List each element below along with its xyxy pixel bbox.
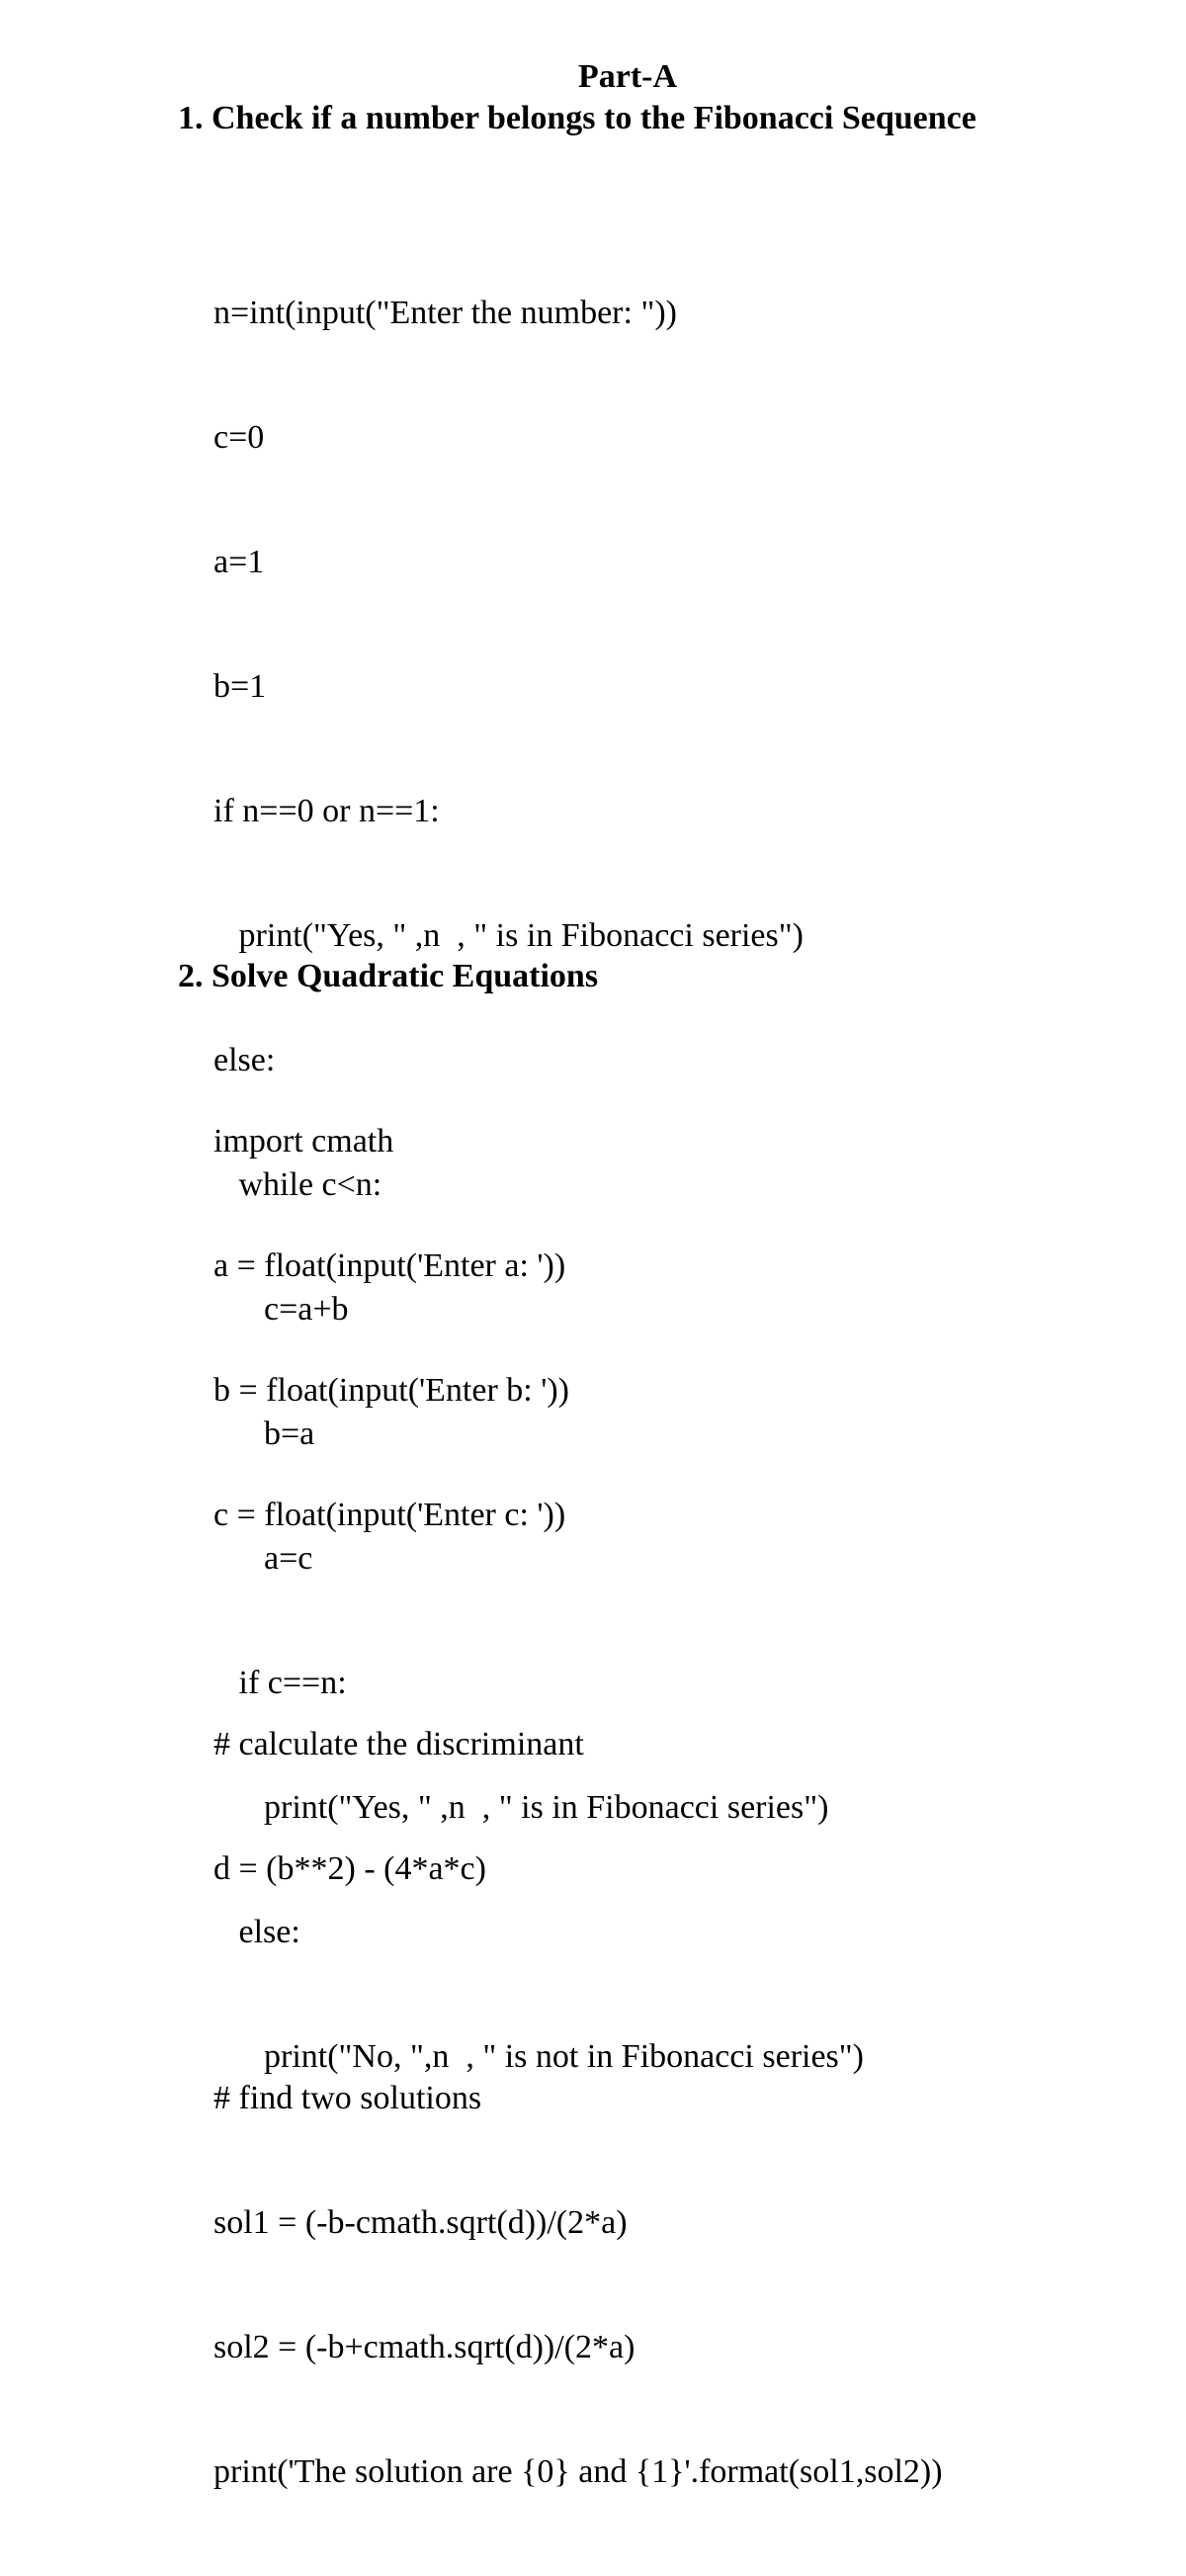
code-line: print("Yes, " ,n , " is in Fibonacci series")	[213, 917, 804, 954]
blank-line	[213, 1619, 943, 1641]
code-line: b=1	[213, 668, 267, 705]
code-line: c = float(input('Enter c: '))	[213, 1497, 566, 1533]
code-line: a=c	[213, 1540, 313, 1577]
code-line: sol2 = (-b+cmath.sqrt(d))/(2*a)	[213, 2329, 635, 2365]
code-line: while c<n:	[213, 1166, 382, 1203]
section-heading-quadratic: 2. Solve Quadratic Equations	[178, 958, 599, 994]
code-block-quadratic	[213, 1038, 943, 2576]
code-line: if c==n:	[213, 1665, 347, 1701]
code-comment: # find two solutions	[213, 2080, 482, 2116]
code-line: else:	[213, 1042, 276, 1078]
code-line: else:	[213, 1914, 300, 1950]
code-line: import cmath	[213, 1123, 394, 1159]
code-line: a=1	[213, 544, 265, 580]
code-line: d = (b**2) - (4*a*c)	[213, 1850, 486, 1887]
code-line: if n==0 or n==1:	[213, 793, 440, 829]
code-line: b = float(input('Enter b: '))	[213, 1372, 569, 1409]
code-line: print('The solution are {0} and {1}'.format(sol1,sol2))	[213, 2453, 943, 2490]
section-heading-fibonacci: 1. Check if a number belongs to the Fibonacci Sequence	[178, 100, 976, 136]
code-line: sol1 = (-b-cmath.sqrt(d))/(2*a)	[213, 2204, 628, 2241]
code-line: n=int(input("Enter the number: "))	[213, 295, 677, 331]
code-line: a = float(input('Enter a: '))	[213, 1247, 566, 1284]
code-line: print("Yes, " ,n , " is in Fibonacci series")	[213, 1789, 829, 1826]
blank-line	[213, 1973, 943, 1995]
code-comment: # calculate the discriminant	[213, 1726, 584, 1762]
code-line: b=a	[213, 1416, 315, 1452]
code-line: print("No, ",n , " is not in Fibonacci series")	[213, 2038, 864, 2075]
part-title: Part-A	[577, 58, 678, 95]
code-line: c=0	[213, 419, 265, 456]
code-line: c=a+b	[213, 1291, 349, 1328]
